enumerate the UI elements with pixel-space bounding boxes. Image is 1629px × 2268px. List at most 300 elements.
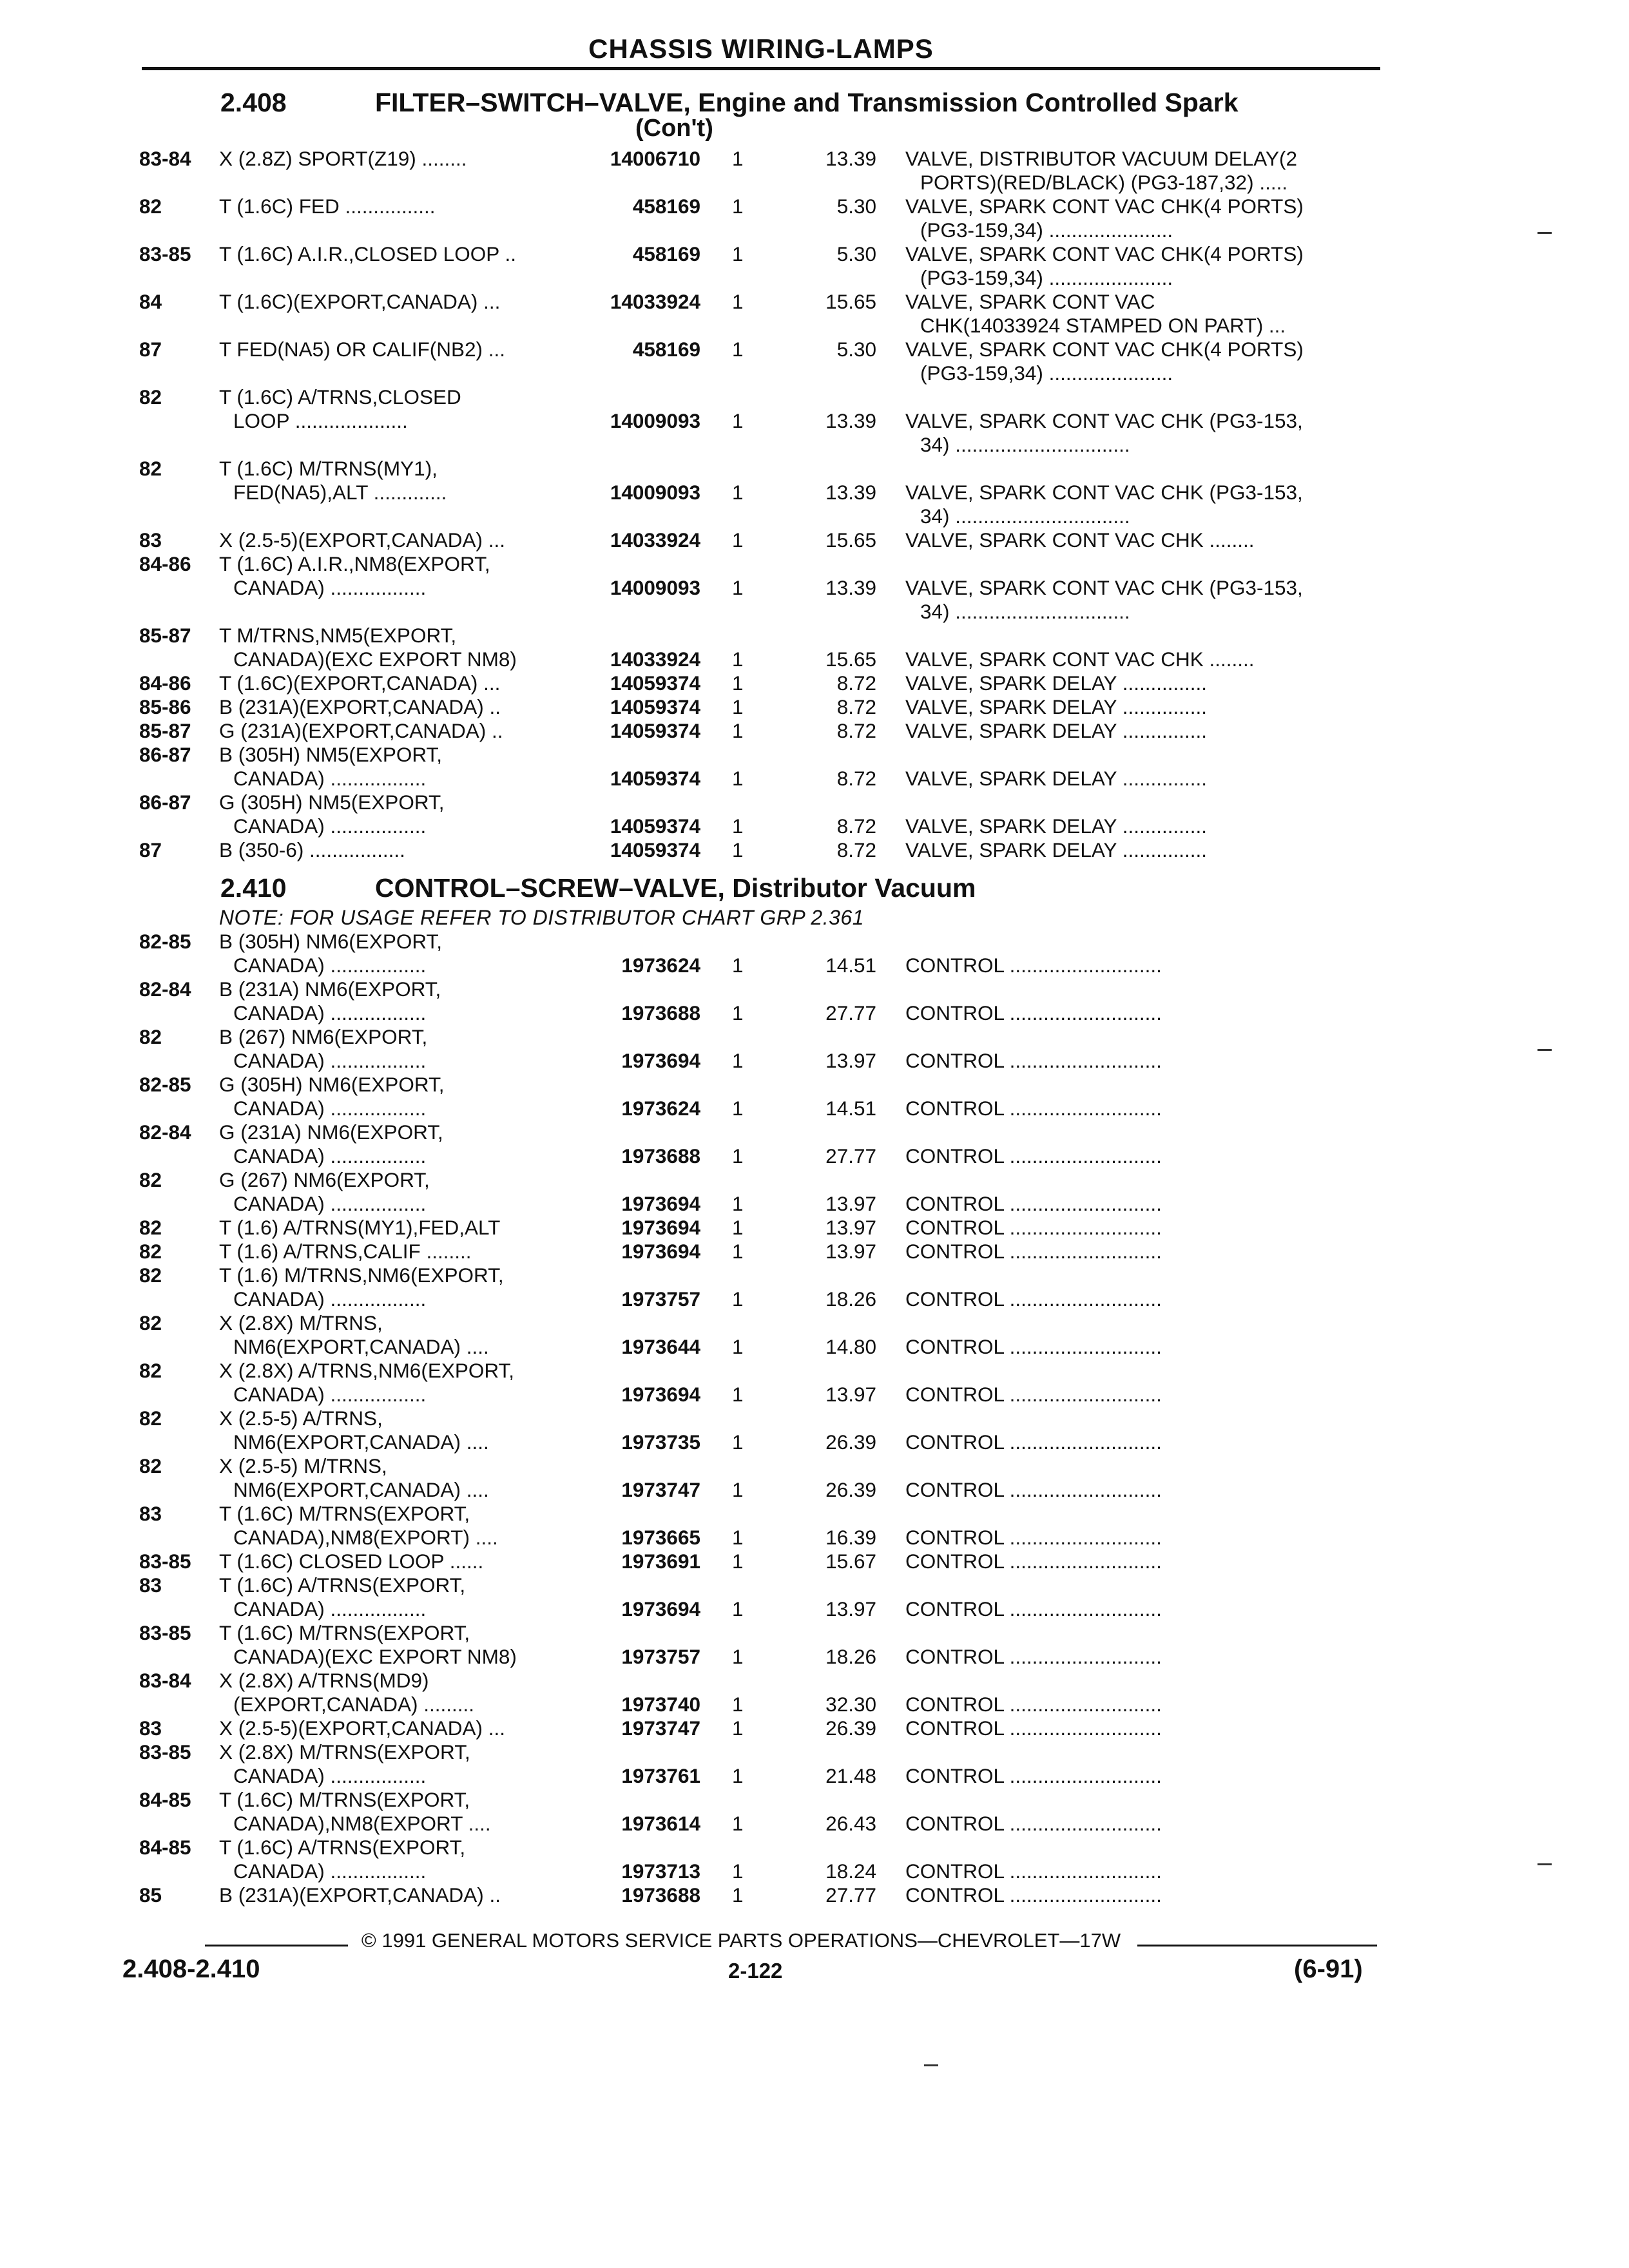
quantity: 1 <box>732 1287 744 1311</box>
part-description: VALVE, SPARK CONT VAC CHK(4 PORTS) <box>905 242 1304 265</box>
table-row <box>0 1430 1629 1454</box>
model-description-continued: CANADA)(EXC EXPORT NM8) <box>233 648 517 671</box>
table-row <box>0 1287 1629 1311</box>
part-number: 14033924 <box>610 528 700 552</box>
quantity: 1 <box>732 1478 744 1501</box>
table-row <box>0 1407 1629 1430</box>
model-description: B (231A)(EXPORT,CANADA) .. <box>219 1883 501 1907</box>
part-description: VALVE, SPARK DELAY ............... <box>905 838 1208 861</box>
table-row <box>0 1597 1629 1621</box>
model-year: 84-85 <box>139 1788 191 1811</box>
model-year: 82 <box>139 1240 162 1263</box>
part-number: 14059374 <box>610 695 700 718</box>
model-description-continued: CANADA) ................. <box>233 1287 427 1311</box>
model-year: 86-87 <box>139 743 191 766</box>
part-description: CONTROL ........................... <box>905 1812 1162 1835</box>
section-number: 2.408 <box>220 88 287 117</box>
section-subtitle: (Con't) <box>635 115 713 142</box>
model-description: X (2.5-5)(EXPORT,CANADA) ... <box>219 1716 506 1740</box>
price: 16.39 <box>825 1526 876 1549</box>
part-description: CONTROL ........................... <box>905 1883 1162 1907</box>
price: 13.97 <box>825 1192 876 1215</box>
section-title: FILTER–SWITCH–VALVE, Engine and Transmission Controlled Spark <box>375 88 1239 117</box>
table-row <box>0 528 1629 552</box>
price: 15.65 <box>825 528 876 552</box>
part-number: 1973740 <box>621 1693 700 1716</box>
model-description: B (231A)(EXPORT,CANADA) .. <box>219 695 501 718</box>
quantity: 1 <box>732 1049 744 1072</box>
quantity: 1 <box>732 1716 744 1740</box>
quantity: 1 <box>732 1144 744 1168</box>
table-row <box>0 338 1629 361</box>
model-description: X (2.8X) A/TRNS(MD9) <box>219 1669 429 1692</box>
table-row <box>0 648 1629 671</box>
model-description: T (1.6C) FED ................ <box>219 195 436 218</box>
part-description-continued: CHK(14033924 STAMPED ON PART) ... <box>920 314 1286 337</box>
table-row <box>0 671 1629 695</box>
part-description: CONTROL ........................... <box>905 1645 1162 1668</box>
price: 8.72 <box>836 695 876 718</box>
model-description: T (1.6C) A.I.R.,CLOSED LOOP .. <box>219 242 516 265</box>
group-range: 2.408-2.410 <box>122 1955 260 1983</box>
table-row <box>0 1502 1629 1526</box>
price: 8.72 <box>836 838 876 861</box>
table-row <box>0 195 1629 218</box>
model-description: T (1.6) A/TRNS,CALIF ........ <box>219 1240 472 1263</box>
quantity: 1 <box>732 1192 744 1215</box>
model-description: X (2.8X) M/TRNS, <box>219 1311 383 1334</box>
table-row <box>0 1383 1629 1407</box>
model-description-continued: CANADA) ................. <box>233 1144 427 1168</box>
table-row <box>0 242 1629 266</box>
price: 15.67 <box>825 1550 876 1573</box>
table-row <box>0 1550 1629 1573</box>
section-header-2410 <box>220 873 1380 903</box>
part-description-continued: (PG3-159,34) ...................... <box>920 266 1173 289</box>
model-description-continued: CANADA) ................. <box>233 1049 427 1072</box>
part-description-continued: 34) ............................... <box>920 433 1130 456</box>
price: 13.97 <box>825 1216 876 1239</box>
part-description: CONTROL ........................... <box>905 1144 1162 1168</box>
model-description: T (1.6C) M/TRNS(EXPORT, <box>219 1788 470 1811</box>
quantity: 1 <box>732 528 744 552</box>
model-description: B (305H) NM6(EXPORT, <box>219 930 443 953</box>
price: 18.24 <box>825 1860 876 1883</box>
part-number: 1973694 <box>621 1216 700 1239</box>
model-description: G (231A) NM6(EXPORT, <box>219 1120 443 1144</box>
model-description: G (305H) NM6(EXPORT, <box>219 1073 445 1096</box>
part-description: CONTROL ........................... <box>905 1287 1162 1311</box>
price: 8.72 <box>836 814 876 838</box>
quantity: 1 <box>732 767 744 790</box>
margin-mark <box>1537 232 1552 234</box>
model-description-continued: CANADA),NM8(EXPORT .... <box>233 1812 491 1835</box>
price: 15.65 <box>825 290 876 313</box>
quantity: 1 <box>732 1764 744 1787</box>
table-row <box>0 1860 1629 1883</box>
model-description: T (1.6C) A/TRNS,CLOSED <box>219 385 461 408</box>
model-description-continued: CANADA) ................. <box>233 1001 427 1024</box>
part-number: 1973694 <box>621 1383 700 1406</box>
table-row <box>0 930 1629 954</box>
model-year: 83 <box>139 1573 162 1597</box>
table-row <box>0 600 1629 624</box>
part-description: CONTROL ........................... <box>905 1192 1162 1215</box>
model-description: G (305H) NM5(EXPORT, <box>219 791 445 814</box>
quantity: 1 <box>732 814 744 838</box>
model-year: 83-84 <box>139 1669 191 1692</box>
table-row <box>0 1359 1629 1383</box>
table-row <box>0 1645 1629 1669</box>
table-row <box>0 361 1629 385</box>
part-description: CONTROL ........................... <box>905 1526 1162 1549</box>
parts-list-2410 <box>0 930 1629 1907</box>
part-description: CONTROL ........................... <box>905 1597 1162 1620</box>
part-description: VALVE, SPARK CONT VAC CHK(4 PORTS) <box>905 195 1304 218</box>
table-row <box>0 576 1629 600</box>
quantity: 1 <box>732 838 744 861</box>
model-year: 82 <box>139 1216 162 1239</box>
model-description-continued: CANADA) ................. <box>233 767 427 790</box>
model-year: 83-85 <box>139 1740 191 1763</box>
price: 13.97 <box>825 1049 876 1072</box>
table-row <box>0 695 1629 719</box>
part-number: 1973688 <box>621 1883 700 1907</box>
table-row <box>0 1192 1629 1216</box>
model-year: 83 <box>139 528 162 552</box>
table-row <box>0 1073 1629 1097</box>
quantity: 1 <box>732 481 744 504</box>
model-year: 82 <box>139 457 162 480</box>
part-number: 14009093 <box>610 576 700 599</box>
price: 27.77 <box>825 1144 876 1168</box>
model-year: 82-84 <box>139 977 191 1001</box>
part-number: 14059374 <box>610 719 700 742</box>
part-number: 1973688 <box>621 1001 700 1024</box>
section-number: 2.410 <box>220 873 287 903</box>
model-description: T (1.6C)(EXPORT,CANADA) ... <box>219 290 501 313</box>
price: 21.48 <box>825 1764 876 1787</box>
table-row <box>0 719 1629 743</box>
quantity: 1 <box>732 338 744 361</box>
model-description: T (1.6C) A.I.R.,NM8(EXPORT, <box>219 552 490 575</box>
model-description: B (231A) NM6(EXPORT, <box>219 977 441 1001</box>
part-description: CONTROL ........................... <box>905 1764 1162 1787</box>
table-row <box>0 767 1629 791</box>
part-description: CONTROL ........................... <box>905 954 1162 977</box>
table-row <box>0 1526 1629 1550</box>
part-number: 1973735 <box>621 1430 700 1454</box>
model-description: T (1.6C) M/TRNS(MY1), <box>219 457 438 480</box>
model-description-continued: CANADA) ................. <box>233 576 427 599</box>
quantity: 1 <box>732 1860 744 1883</box>
model-description: T (1.6C) CLOSED LOOP ...... <box>219 1550 484 1573</box>
part-description-continued: 34) ............................... <box>920 600 1130 623</box>
model-year: 85 <box>139 1883 162 1907</box>
table-row <box>0 171 1629 195</box>
model-description-continued: CANADA) ................. <box>233 1097 427 1120</box>
table-row <box>0 1883 1629 1907</box>
table-row <box>0 1097 1629 1120</box>
quantity: 1 <box>732 1693 744 1716</box>
model-year: 82 <box>139 1168 162 1191</box>
model-year: 83 <box>139 1502 162 1525</box>
part-description: VALVE, SPARK CONT VAC CHK ........ <box>905 528 1255 552</box>
page-number: 2-122 <box>728 1959 783 1983</box>
model-year: 84-86 <box>139 552 191 575</box>
part-number: 14033924 <box>610 648 700 671</box>
model-description: T M/TRNS,NM5(EXPORT, <box>219 624 457 647</box>
model-year: 83-84 <box>139 147 191 170</box>
part-number: 1973757 <box>621 1287 700 1311</box>
model-year: 85-87 <box>139 624 191 647</box>
footer-rule-right <box>1137 1945 1377 1946</box>
model-description: B (305H) NM5(EXPORT, <box>219 743 443 766</box>
table-row <box>0 1025 1629 1049</box>
table-row <box>0 1454 1629 1478</box>
part-description: VALVE, SPARK DELAY ............... <box>905 767 1208 790</box>
table-row <box>0 1764 1629 1788</box>
part-description: VALVE, SPARK CONT VAC CHK ........ <box>905 648 1255 671</box>
part-number: 458169 <box>632 242 700 265</box>
part-description: VALVE, SPARK DELAY ............... <box>905 719 1208 742</box>
quantity: 1 <box>732 1883 744 1907</box>
part-description: CONTROL ........................... <box>905 1001 1162 1024</box>
part-number: 14059374 <box>610 671 700 695</box>
quantity: 1 <box>732 954 744 977</box>
margin-mark <box>924 2064 938 2066</box>
part-number: 1973694 <box>621 1049 700 1072</box>
table-row <box>0 433 1629 457</box>
quantity: 1 <box>732 195 744 218</box>
table-row <box>0 1716 1629 1740</box>
copyright-text: © 1991 GENERAL MOTORS SERVICE PARTS OPERATIONS—CHEVROLET—17W <box>361 1929 1121 1952</box>
part-description-continued: (PG3-159,34) ...................... <box>920 218 1173 242</box>
price: 14.51 <box>825 954 876 977</box>
part-description: VALVE, SPARK CONT VAC CHK (PG3-153, <box>905 409 1303 432</box>
part-description: CONTROL ........................... <box>905 1693 1162 1716</box>
model-year: 87 <box>139 838 162 861</box>
model-year: 83-85 <box>139 1621 191 1644</box>
model-year: 82 <box>139 1407 162 1430</box>
part-number: 1973713 <box>621 1860 700 1883</box>
table-row <box>0 1788 1629 1812</box>
part-description: CONTROL ........................... <box>905 1097 1162 1120</box>
table-row <box>0 1740 1629 1764</box>
model-description-continued: CANADA) ................. <box>233 1860 427 1883</box>
quantity: 1 <box>732 1097 744 1120</box>
table-row <box>0 1478 1629 1502</box>
model-description: T (1.6C) M/TRNS(EXPORT, <box>219 1502 470 1525</box>
part-number: 1973757 <box>621 1645 700 1668</box>
part-description: CONTROL ........................... <box>905 1550 1162 1573</box>
part-description: VALVE, SPARK CONT VAC <box>905 290 1155 313</box>
model-description-continued: (EXPORT,CANADA) ......... <box>233 1693 474 1716</box>
table-row <box>0 314 1629 338</box>
quantity: 1 <box>732 1645 744 1668</box>
price: 26.39 <box>825 1430 876 1454</box>
quantity: 1 <box>732 1335 744 1358</box>
table-row <box>0 218 1629 242</box>
part-description: VALVE, DISTRIBUTOR VACUUM DELAY(2 <box>905 147 1297 170</box>
part-description: CONTROL ........................... <box>905 1716 1162 1740</box>
part-description: CONTROL ........................... <box>905 1478 1162 1501</box>
table-row <box>0 1573 1629 1597</box>
model-description-continued: CANADA) ................. <box>233 1383 427 1406</box>
model-description: T (1.6C) M/TRNS(EXPORT, <box>219 1621 470 1644</box>
model-description-continued: CANADA) ................. <box>233 1764 427 1787</box>
model-description: X (2.5-5) M/TRNS, <box>219 1454 387 1477</box>
model-description-continued: LOOP .................... <box>233 409 408 432</box>
model-description: T (1.6) M/TRNS,NM6(EXPORT, <box>219 1264 504 1287</box>
part-number: 1973694 <box>621 1240 700 1263</box>
price: 18.26 <box>825 1287 876 1311</box>
part-description: CONTROL ........................... <box>905 1240 1162 1263</box>
table-row <box>0 147 1629 171</box>
model-year: 82 <box>139 385 162 408</box>
quantity: 1 <box>732 671 744 695</box>
table-row <box>0 1812 1629 1836</box>
price: 13.39 <box>825 147 876 170</box>
table-row <box>0 1669 1629 1693</box>
model-year: 82-85 <box>139 930 191 953</box>
price: 27.77 <box>825 1883 876 1907</box>
quantity: 1 <box>732 1430 744 1454</box>
price: 26.39 <box>825 1716 876 1740</box>
model-description: X (2.5-5) A/TRNS, <box>219 1407 383 1430</box>
table-row <box>0 1049 1629 1073</box>
quantity: 1 <box>732 1597 744 1620</box>
part-number: 1973747 <box>621 1478 700 1501</box>
part-description: CONTROL ........................... <box>905 1216 1162 1239</box>
part-number: 1973761 <box>621 1764 700 1787</box>
quantity: 1 <box>732 576 744 599</box>
model-year: 83-85 <box>139 1550 191 1573</box>
part-description-continued: 34) ............................... <box>920 505 1130 528</box>
table-row <box>0 290 1629 314</box>
quantity: 1 <box>732 695 744 718</box>
model-description-continued: CANADA)(EXC EXPORT NM8) <box>233 1645 517 1668</box>
table-row <box>0 1120 1629 1144</box>
model-year: 83-85 <box>139 242 191 265</box>
part-description: VALVE, SPARK DELAY ............... <box>905 695 1208 718</box>
quantity: 1 <box>732 290 744 313</box>
part-number: 1973694 <box>621 1192 700 1215</box>
part-number: 458169 <box>632 338 700 361</box>
model-description: G (231A)(EXPORT,CANADA) .. <box>219 719 503 742</box>
model-year: 87 <box>139 338 162 361</box>
quantity: 1 <box>732 242 744 265</box>
part-number: 1973624 <box>621 954 700 977</box>
table-row <box>0 1168 1629 1192</box>
model-description-continued: CANADA) ................. <box>233 814 427 838</box>
part-number: 14006710 <box>610 147 700 170</box>
part-description: VALVE, SPARK CONT VAC CHK (PG3-153, <box>905 481 1303 504</box>
section-title: CONTROL–SCREW–VALVE, Distributor Vacuum <box>375 873 976 903</box>
model-description-continued: FED(NA5),ALT ............. <box>233 481 447 504</box>
table-row <box>0 1264 1629 1287</box>
model-year: 82 <box>139 1359 162 1382</box>
table-row <box>0 1240 1629 1264</box>
price: 32.30 <box>825 1693 876 1716</box>
table-row <box>0 481 1629 505</box>
table-row <box>0 791 1629 814</box>
usage-note: NOTE: FOR USAGE REFER TO DISTRIBUTOR CHART GRP 2.361 <box>219 906 864 929</box>
part-number: 1973747 <box>621 1716 700 1740</box>
table-row <box>0 457 1629 481</box>
price: 5.30 <box>836 195 876 218</box>
table-row <box>0 1693 1629 1716</box>
quantity: 1 <box>732 1216 744 1239</box>
model-year: 82-85 <box>139 1073 191 1096</box>
part-number: 1973665 <box>621 1526 700 1549</box>
table-row <box>0 1216 1629 1240</box>
price: 8.72 <box>836 719 876 742</box>
part-number: 14059374 <box>610 814 700 838</box>
revision-date: (6-91) <box>1294 1955 1363 1983</box>
price: 26.43 <box>825 1812 876 1835</box>
part-description: VALVE, SPARK CONT VAC CHK (PG3-153, <box>905 576 1303 599</box>
model-year: 85-87 <box>139 719 191 742</box>
table-row <box>0 1621 1629 1645</box>
model-description-continued: CANADA) ................. <box>233 1597 427 1620</box>
model-description-continued: CANADA) ................. <box>233 954 427 977</box>
price: 15.65 <box>825 648 876 671</box>
table-row <box>0 1836 1629 1860</box>
model-year: 82 <box>139 1311 162 1334</box>
price: 5.30 <box>836 338 876 361</box>
model-year: 84 <box>139 290 162 313</box>
parts-list-2408 <box>0 147 1629 862</box>
model-description: X (2.8Z) SPORT(Z19) ........ <box>219 147 467 170</box>
margin-mark <box>1537 1049 1552 1051</box>
model-description: G (267) NM6(EXPORT, <box>219 1168 430 1191</box>
model-description: X (2.8X) M/TRNS(EXPORT, <box>219 1740 470 1763</box>
part-number: 1973624 <box>621 1097 700 1120</box>
model-description: B (267) NM6(EXPORT, <box>219 1025 428 1048</box>
part-number: 14059374 <box>610 767 700 790</box>
model-description: T (1.6) A/TRNS(MY1),FED,ALT <box>219 1216 501 1239</box>
model-description: B (350-6) ................. <box>219 838 405 861</box>
quantity: 1 <box>732 1550 744 1573</box>
table-row <box>0 814 1629 838</box>
quantity: 1 <box>732 1383 744 1406</box>
price: 5.30 <box>836 242 876 265</box>
model-description: T (1.6C) A/TRNS(EXPORT, <box>219 1836 466 1859</box>
part-description: CONTROL ........................... <box>905 1430 1162 1454</box>
part-number: 1973691 <box>621 1550 700 1573</box>
part-number: 14009093 <box>610 409 700 432</box>
table-row <box>0 1001 1629 1025</box>
quantity: 1 <box>732 719 744 742</box>
quantity: 1 <box>732 648 744 671</box>
part-number: 14059374 <box>610 838 700 861</box>
footer-rule-left <box>205 1945 348 1946</box>
margin-mark <box>1537 1863 1552 1865</box>
part-description: VALVE, SPARK DELAY ............... <box>905 671 1208 695</box>
model-year: 86-87 <box>139 791 191 814</box>
quantity: 1 <box>732 409 744 432</box>
price: 13.97 <box>825 1597 876 1620</box>
price: 14.80 <box>825 1335 876 1358</box>
price: 8.72 <box>836 671 876 695</box>
price: 26.39 <box>825 1478 876 1501</box>
part-number: 1973694 <box>621 1597 700 1620</box>
model-year: 82-84 <box>139 1120 191 1144</box>
model-description-continued: NM6(EXPORT,CANADA) .... <box>233 1430 489 1454</box>
header-rule <box>142 67 1380 70</box>
part-number: 1973688 <box>621 1144 700 1168</box>
